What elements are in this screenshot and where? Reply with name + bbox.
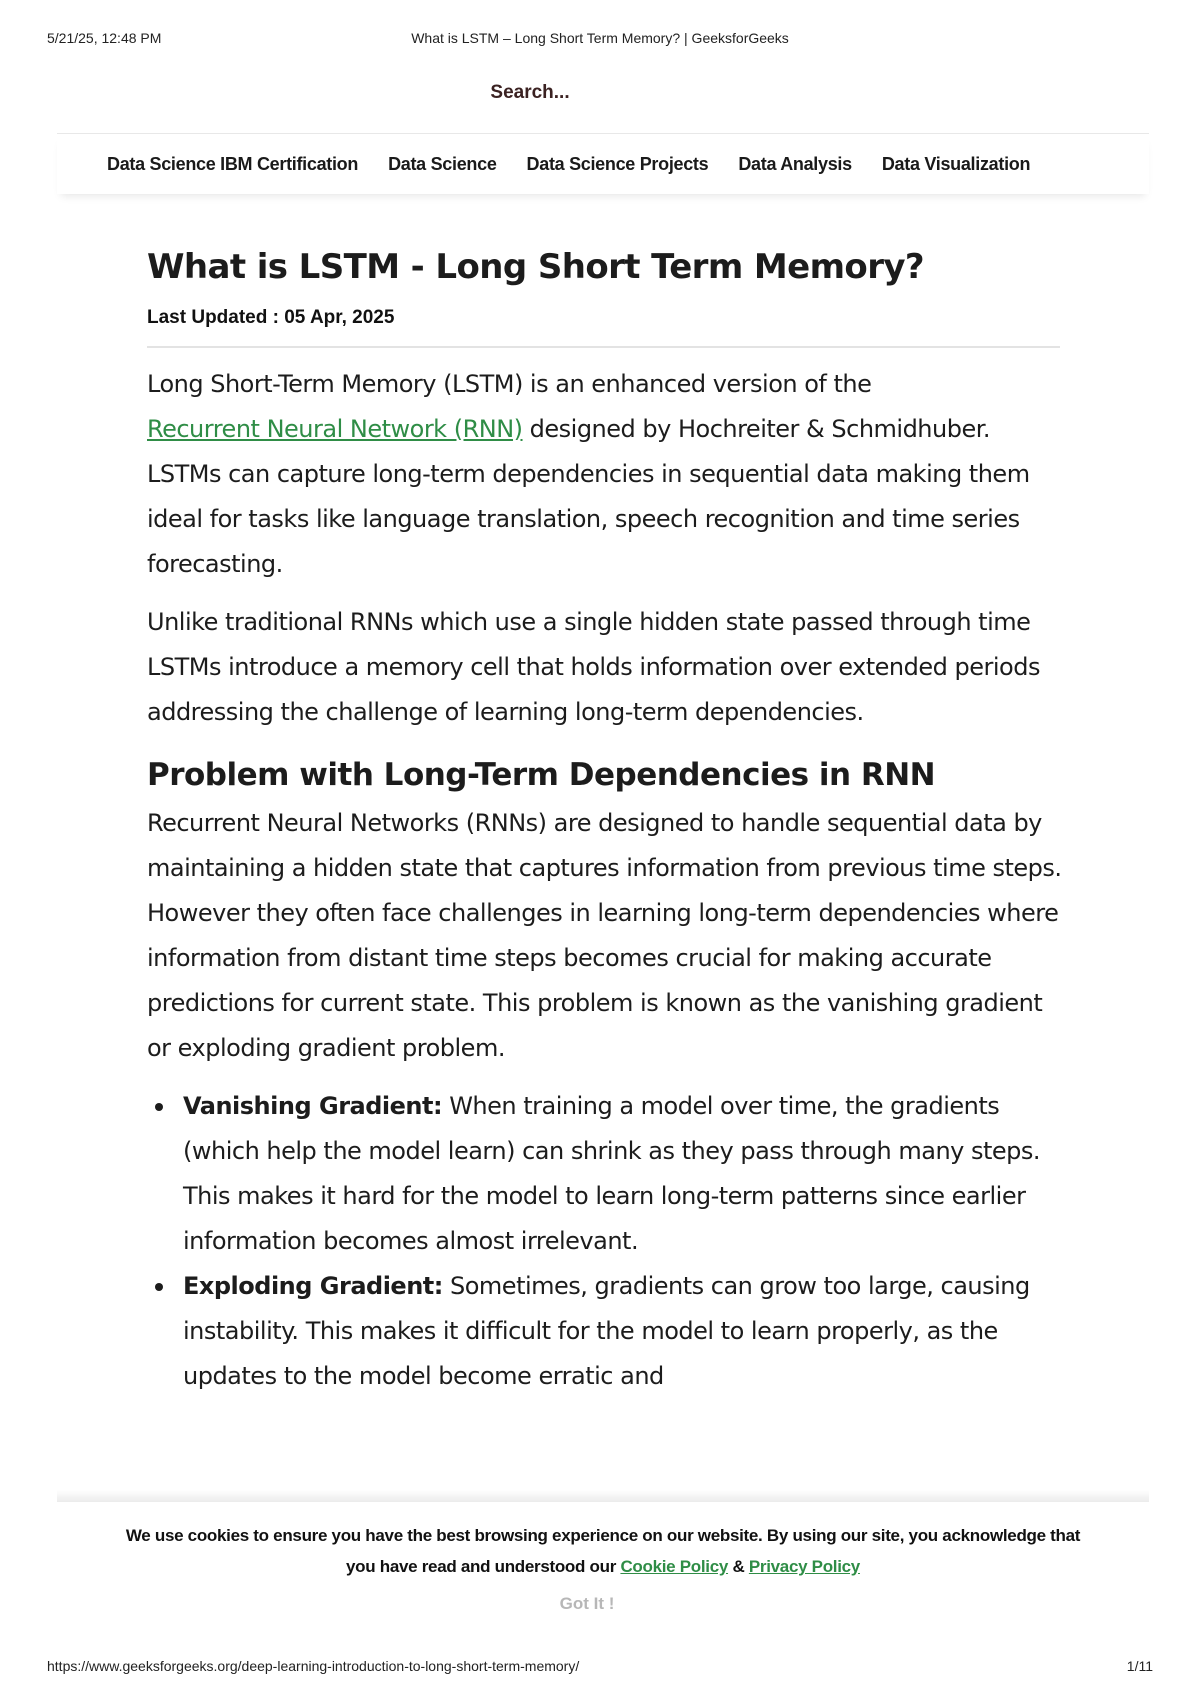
topic-nav-viewport [107,134,1107,194]
vanishing-gradient-text: When training a model over time, the gradients (which help the model learn) can shrink as they pass through many steps. This makes it hard for the model to learn long-term patterns since earlier information becomes almost irrelevant. [183,1092,1041,1255]
cookie-banner [57,1502,1149,1630]
print-date: 5/21/25, 12:48 PM [47,30,162,46]
list-item [147,1084,1067,1264]
article [147,240,1067,1399]
search-input[interactable]: Search... [490,82,570,103]
last-updated: Last Updated : 05 Apr, 2025 [147,307,395,328]
title-divider [147,346,1060,348]
cookie-message [117,1520,1089,1582]
nav-item-data-science-ibm-certification[interactable]: Data Science IBM Certification [107,153,359,174]
nav-item-data-science-projects[interactable]: Data Science Projects [526,153,709,174]
print-header [47,30,1153,50]
vanishing-gradient-term: Vanishing Gradient: [183,1092,443,1120]
page-number: 1/11 [1126,1658,1153,1674]
nav-item-data-analysis[interactable]: Data Analysis [738,153,852,174]
intro-text-start: Long Short-Term Memory (LSTM) is an enhanced version of the [147,370,872,398]
nav-item-data-visualization[interactable]: Data Visualization [881,153,1031,174]
cookie-text: We use cookies to ensure you have the best browsing experience on our website. By using our site, you acknowledge that you have read and understood our [125,1526,1081,1576]
exploding-gradient-text: Sometimes, gradients can grow too large, causing instability. This makes it difficult for the model to learn properly, as the updates to the model become erratic and [183,1272,1030,1390]
print-footer [47,1658,1153,1678]
got-it-button[interactable]: Got It ! [559,1594,615,1613]
topic-nav-bar [57,134,1149,194]
rnn-link[interactable]: Recurrent Neural Network (RNN) [147,415,523,443]
cookie-amp: & [728,1557,749,1576]
article-title: What is LSTM - Long Short Term Memory? [147,247,925,287]
cookie-policy-link[interactable]: Cookie Policy [620,1557,729,1576]
gradient-problem-list [147,1084,1067,1399]
rnn-problem-paragraph: Recurrent Neural Networks (RNNs) are designed to handle sequential data by maintaining a hidden state that captures information from previous time steps. However they often face challenges in learning long-term dependencies where information from distant time steps becomes crucial for making accurate predictions for current state. This problem is known as the vanishing gradient or exploding gradient problem. [147,809,1062,1062]
intro-paragraph [147,362,1067,587]
lstm-memory-paragraph: Unlike traditional RNNs which use a single hidden state passed through time LSTMs introduce a memory cell that holds information over extended periods addressing the challenge of learning long-term dependencies. [147,608,1040,726]
page-url: https://www.geeksforgeeks.org/deep-learning-introduction-to-long-short-term-memory/ [47,1658,580,1674]
cookie-banner-shadow [57,1490,1149,1502]
print-page-title: What is LSTM – Long Short Term Memory? | GeeksforGeeks [411,30,789,46]
privacy-policy-link[interactable]: Privacy Policy [748,1557,860,1576]
exploding-gradient-term: Exploding Gradient: [183,1272,443,1300]
nav-item-data-science[interactable]: Data Science [388,153,497,174]
intro-text-end: designed by Hochreiter & Schmidhuber. LSTMs can capture long-term dependencies in sequential data making them ideal for tasks like language translation, speech recognition and time series forecasting. [147,415,1030,578]
list-item [147,1264,1067,1399]
section-heading: Problem with Long-Term Dependencies in RNN [147,757,936,793]
